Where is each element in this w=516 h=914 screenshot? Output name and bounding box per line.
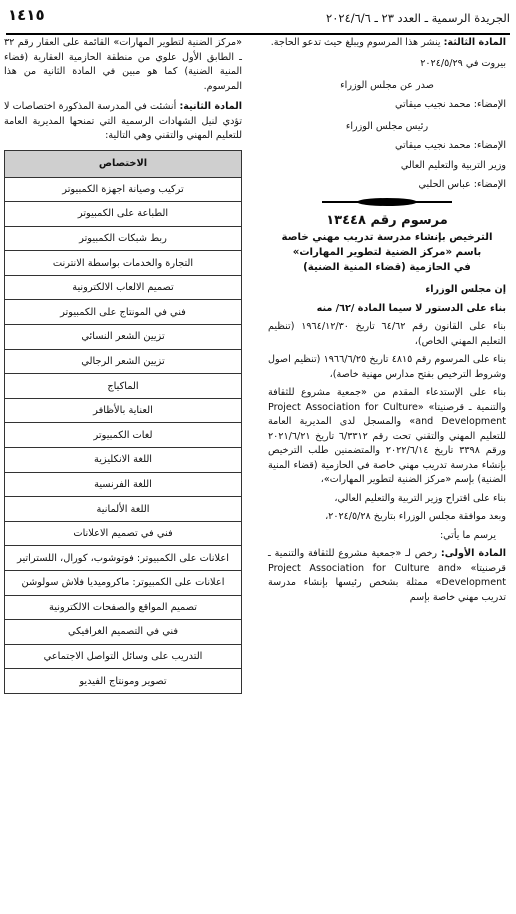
- article-2-label: المادة الثانية:: [179, 101, 242, 112]
- signature-minister: الإمضاء: عباس الحلبي: [418, 178, 506, 190]
- signature-pm-2: الإمضاء: محمد نجيب ميقاتي: [395, 139, 506, 151]
- page-header: [6, 4, 510, 30]
- gazette-title: الجريدة الرسمية ـ العدد ٢٣ ـ ٢٠٢٤/٦/٦: [326, 11, 510, 25]
- table-cell: اللغة الفرنسية: [5, 472, 242, 497]
- table-row: [5, 275, 242, 300]
- table-cell: لغات الكمبيوتر: [5, 423, 242, 448]
- table-row: [5, 423, 242, 448]
- decree-title: مرسوم رقم ١٣٤٤٨: [326, 213, 448, 228]
- header-rule: [6, 33, 510, 35]
- article-3-label: المادة الثالثة:: [443, 37, 506, 48]
- continuation-paragraph: «مركز الضنية لتطوير المهارات» القائمة على العقار رقم ٣٢ ـ الطابق الأول علوي من منطقة الحازمية العقارية (قضاء المنية الضنية) كما هو مبين في المادة الثانية من هذا المرسوم.: [4, 37, 242, 92]
- table-row: [5, 472, 242, 497]
- minister-title: وزير التربية والتعليم العالي: [400, 160, 506, 171]
- decree-subtitle-2: باسم «مركز الضنية لتطوير المهارات»: [292, 247, 482, 258]
- table-cell: اللغة الانكليزية: [5, 448, 242, 473]
- table-row: [5, 349, 242, 374]
- signature-pm: الإمضاء: محمد نجيب ميقاتي: [395, 98, 506, 110]
- decrees-line: يرسم ما يأتي:: [439, 529, 496, 541]
- table-cell: الماكياج: [5, 374, 242, 399]
- article-1-text: رخص لـ «جمعية مشروع للثقافة والتنمية ـ قرصنيتا» «Project Association for Culture and Development» ممثلة بشخص رئيسها بإنشاء مدرسة تدريب مهني خاصة بإسم: [268, 548, 506, 603]
- table-cell: فني في تصميم الاعلانات: [5, 521, 242, 546]
- table-row: [5, 521, 242, 546]
- table-cell: العناية بالأظافر: [5, 398, 242, 423]
- table-row: [5, 398, 242, 423]
- table-row: [5, 571, 242, 596]
- decree-subtitle-1: الترخيص بإنشاء مدرسة تدريب مهني خاصة: [281, 232, 493, 243]
- table-cell: التدريب على وسائل التواصل الاجتماعي: [5, 644, 242, 669]
- table-cell: فني في المونتاج على الكمبيوتر: [5, 300, 242, 325]
- paragraph-law: بناء على القانون رقم ٦٤/٦٢ تاريخ ١٩٦٤/١٢/٣٠ (تنظيم التعليم المهني الخاص)،: [268, 321, 506, 347]
- table-cell: اعلانات على الكمبيوتر: ماكروميديا فلاش سولوشن: [5, 571, 242, 596]
- table-row: [5, 546, 242, 571]
- article-2-text: أنشئت في المدرسة المذكورة اختصاصات لا تؤدي لنيل الشهادات الرسمية التي تمنحها المديرية العامة للتعليم المهني والتقني وهي التالية:: [4, 101, 242, 141]
- table-cell: تزيين الشعر النسائي: [5, 325, 242, 350]
- table-cell: تزيين الشعر الرجالي: [5, 349, 242, 374]
- table-cell: تصميم المواقع والصفحات الالكترونية: [5, 595, 242, 620]
- council-heading: إن مجلس الوزراء: [425, 284, 506, 295]
- table-row: [5, 202, 242, 227]
- table-row: [5, 300, 242, 325]
- table-row: [5, 669, 242, 694]
- paragraph-approval: وبعد موافقة مجلس الوزراء بتاريخ ٢٠٢٤/٥/٢٨،: [325, 511, 506, 522]
- table-row: [5, 226, 242, 251]
- article-3: [268, 36, 506, 51]
- article-2: [4, 100, 242, 144]
- table-row: [5, 497, 242, 522]
- left-column: [4, 36, 242, 694]
- table-row: [5, 177, 242, 202]
- section-divider: [322, 198, 452, 206]
- basis-constitution: بناء على الدستور لا سيما المادة /٦٢/ منه: [316, 302, 506, 314]
- table-cell: تصوير ومونتاج الفيديو: [5, 669, 242, 694]
- paragraph-request: بناء على الإستدعاء المقدم من «جمعية مشروع للثقافة والتنمية ـ قرصنيتا» «Project Association for Culture and Development» والمسجل لدى المديرية العامة للتعليم المهني والتقني تحت رقم ٦/٣٣١٢ تاريخ ٢٠٢١/٦/٢١ ورقم ٣٣٩٨ تاريخ ٢٠٢٢/٦/١٤ والمتضمنين طلب الترخيص بإنشاء مدرسة تدريب مهني خاصة في الحازمية (قضاء المنية الضنية) بإسم «مركز الضنية لتطوير المهارات»،: [268, 387, 506, 485]
- issued-by: صدر عن مجلس الوزراء: [340, 80, 434, 91]
- table-cell: اللغة الألمانية: [5, 497, 242, 522]
- table-cell: اعلانات على الكمبيوتر: فوتوشوب، كورال، اللستراتير: [5, 546, 242, 571]
- table-row: [5, 251, 242, 276]
- table-row: [5, 325, 242, 350]
- article-1-label: المادة الأولى:: [440, 548, 506, 559]
- place-date: بيروت في ٢٠٢٤/٥/٢٩: [420, 57, 506, 69]
- table-cell: تركيب وصيانة اجهزة الكمبيوتر: [5, 177, 242, 202]
- table-cell: ربط شبكات الكمبيوتر: [5, 226, 242, 251]
- decree-subtitle-3: في الحازمية (قضاء المنية الضنية): [303, 262, 471, 273]
- table-row: [5, 595, 242, 620]
- table-cell: تصميم الالعاب الالكترونية: [5, 275, 242, 300]
- page-number: ١٤١٥: [8, 6, 45, 24]
- table-row: [5, 448, 242, 473]
- table-row: [5, 374, 242, 399]
- table-cell: التجارة والخدمات بواسطة الانترنت: [5, 251, 242, 276]
- table-row: [5, 620, 242, 645]
- table-cell: فني في التصميم الغرافيكي: [5, 620, 242, 645]
- right-column: [268, 36, 506, 605]
- article-1: [268, 547, 506, 605]
- paragraph-proposal: بناء على اقتراح وزير التربية والتعليم العالي،: [334, 492, 506, 504]
- table-body: [5, 177, 242, 693]
- pm-title: رئيس مجلس الوزراء: [345, 121, 429, 132]
- paragraph-decree-4815: بناء على المرسوم رقم ٤٨١٥ تاريخ ١٩٦٦/٦/٢٥ (تنظيم اصول وشروط الترخيص بفتح مدارس مهنية خاصة)،: [268, 354, 507, 380]
- table-header: الاختصاص: [5, 150, 242, 177]
- article-3-text: ينشر هذا المرسوم ويبلغ حيث تدعو الحاجة.: [270, 37, 444, 48]
- table-row: [5, 644, 242, 669]
- table-cell: الطباعة على الكمبيوتر: [5, 202, 242, 227]
- specialties-table: [4, 150, 242, 694]
